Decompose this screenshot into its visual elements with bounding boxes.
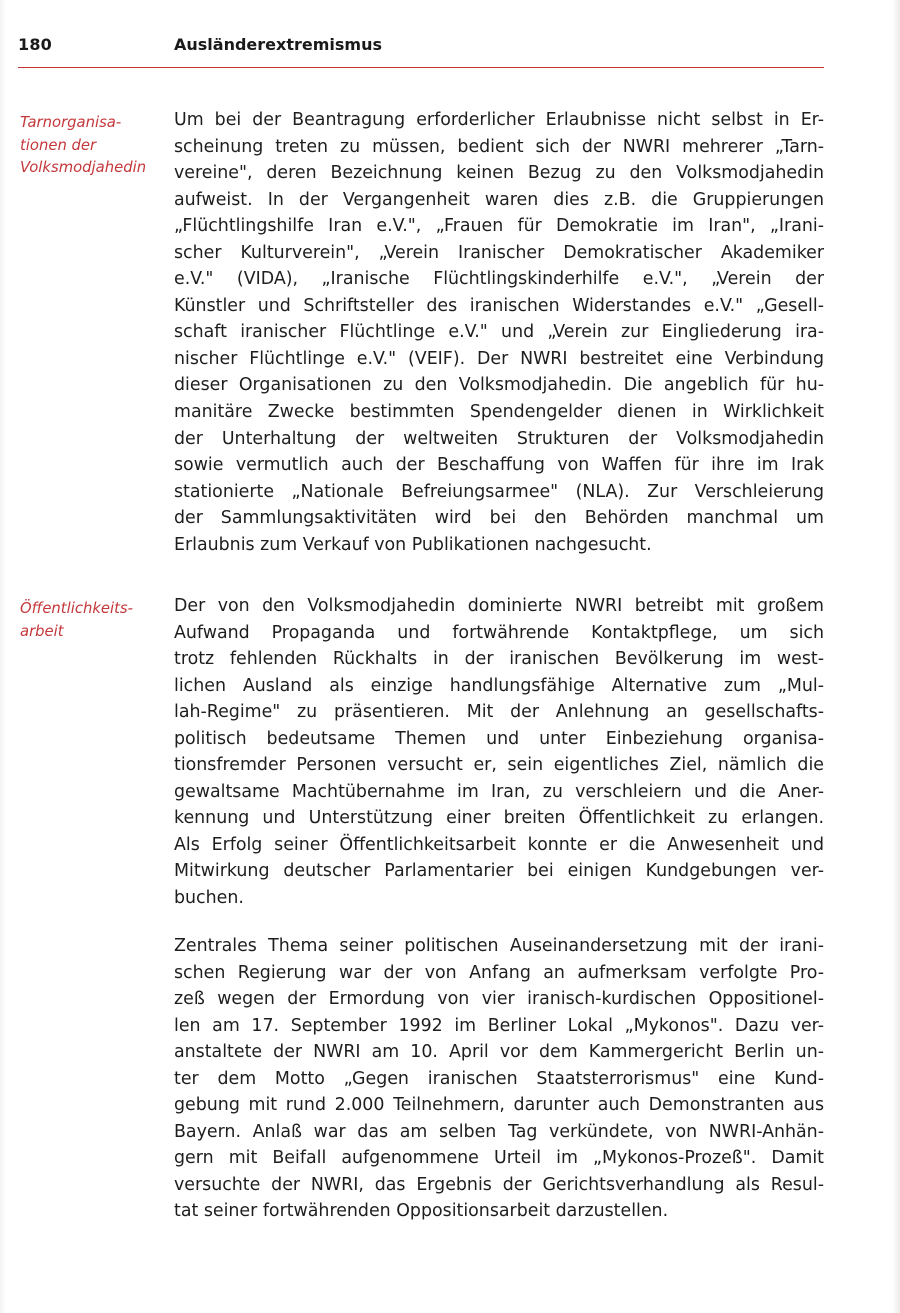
text-line: Mitwirkung deutscher Parlamentarier bei einigen Kundgebungen ver- bbox=[174, 861, 824, 882]
running-title: Ausländerextremismus bbox=[174, 35, 382, 54]
paragraph-tarnvereine bbox=[174, 107, 824, 558]
margin-note-tarnorganisationen bbox=[20, 112, 165, 180]
text-line: vereine", deren Bezeichnung keinen Bezug zu den Volksmodjahedin bbox=[174, 163, 824, 184]
text-line: Als Erfolg seiner Öffentlichkeitsarbeit konnte er die Anwesenheit und bbox=[174, 834, 824, 855]
text-line: der Unterhaltung der weltweiten Strukturen der Volksmodjahedin bbox=[174, 428, 824, 449]
margin-note-line: tionen der bbox=[20, 136, 97, 154]
text-line: politisch bedeutsame Themen und unter Einbeziehung organisa- bbox=[174, 728, 824, 749]
text-line: gern mit Beifall aufgenommene Urteil im „Mykonos-Prozeß". Damit bbox=[174, 1148, 824, 1169]
text-line: versuchte der NWRI, das Ergebnis der Gerichtsverhandlung als Resul- bbox=[174, 1174, 824, 1195]
text-line: ter dem Motto „Gegen iranischen Staatsterrorismus" eine Kund- bbox=[174, 1068, 824, 1089]
paragraph-oeffentlichkeitsarbeit bbox=[174, 593, 824, 912]
text-line: Um bei der Beantragung erforderlicher Erlaubnisse nicht selbst in Er- bbox=[174, 110, 824, 130]
text-line: tionsfremder Personen versucht er, sein eigentliches Ziel, nämlich die bbox=[174, 755, 824, 776]
text-line: manitäre Zwecke bestimmten Spendengelder dienen in Wirklichkeit bbox=[174, 402, 824, 423]
text-line: gewaltsame Machtübernahme im Iran, zu verschleiern und die Aner- bbox=[174, 781, 824, 802]
margin-note-line: Volksmodjahedin bbox=[20, 159, 147, 177]
text-line: Aufwand Propaganda und fortwährende Kontaktpflege, um sich bbox=[174, 622, 824, 643]
text-line: schaft iranischer Flüchtlinge e.V." und „Verein zur Eingliederung ira- bbox=[174, 322, 824, 343]
text-line: schen Regierung war der von Anfang an aufmerksam verfolgte Pro- bbox=[174, 962, 824, 983]
text-line: Erlaubnis zum Verkauf von Publikationen nachgesucht. bbox=[174, 534, 652, 555]
text-line: buchen. bbox=[174, 888, 244, 909]
margin-note-oeffentlichkeitsarbeit bbox=[20, 598, 165, 643]
paragraph-mykonos bbox=[174, 933, 824, 1225]
text-line: e.V." (VIDA), „Iranische Flüchtlingskinderhilfe e.V.", „Verein der bbox=[174, 269, 824, 290]
text-line: trotz fehlenden Rückhalts in der iranischen Bevölkerung im west- bbox=[174, 649, 824, 670]
text-line: Künstler und Schriftsteller des iranischen Widerstandes e.V." „Gesell- bbox=[174, 295, 824, 316]
text-line: aufweist. In der Vergangenheit waren dies z.B. die Gruppierungen bbox=[174, 189, 824, 210]
text-line: kennung und Unterstützung einer breiten Öffentlichkeit zu erlangen. bbox=[174, 808, 824, 829]
text-line: lah-Regime" zu präsentieren. Mit der Anlehnung an gesellschafts- bbox=[174, 702, 824, 723]
margin-note-line: Tarnorganisa- bbox=[20, 114, 122, 131]
text-line: zeß wegen der Ermordung von vier iranisch-kurdischen Oppositionel- bbox=[174, 989, 824, 1010]
margin-note-line: arbeit bbox=[20, 622, 64, 640]
text-line: anstaltete der NWRI am 10. April vor dem Kammergericht Berlin un- bbox=[174, 1042, 824, 1063]
page-number: 180 bbox=[18, 35, 52, 54]
text-line: Der von den Volksmodjahedin dominierte NWRI betreibt mit großem bbox=[174, 596, 824, 616]
text-line: „Flüchtlingshilfe Iran e.V.", „Frauen für Demokratie im Iran", „Irani- bbox=[174, 216, 824, 237]
text-line: gebung mit rund 2.000 Teilnehmern, darunter auch Demonstranten aus bbox=[174, 1095, 824, 1116]
text-line: stationierte „Nationale Befreiungsarmee" (NLA). Zur Verschleierung bbox=[174, 481, 824, 502]
text-line: Zentrales Thema seiner politischen Auseinandersetzung mit der irani- bbox=[174, 936, 824, 956]
text-line: der Sammlungsaktivitäten wird bei den Behörden manchmal um bbox=[174, 508, 824, 529]
text-line: nischer Flüchtlinge e.V." (VEIF). Der NWRI bestreitet eine Verbindung bbox=[174, 348, 824, 369]
text-line: sowie vermutlich auch der Beschaffung von Waffen für ihre im Irak bbox=[174, 455, 824, 476]
text-line: len am 17. September 1992 im Berliner Lokal „Mykonos". Dazu ver- bbox=[174, 1015, 824, 1036]
page-header bbox=[18, 35, 824, 68]
text-line: scheinung treten zu müssen, bedient sich der NWRI mehrerer „Tarn- bbox=[174, 136, 824, 157]
text-line: tat seiner fortwährenden Oppositionsarbeit darzustellen. bbox=[174, 1201, 669, 1222]
text-line: Bayern. Anlaß war das am selben Tag verkündete, von NWRI-Anhän- bbox=[174, 1121, 824, 1142]
text-line: dieser Organisationen zu den Volksmodjahedin. Die angeblich für hu- bbox=[174, 375, 824, 396]
margin-note-line: Öffentlichkeits- bbox=[20, 600, 133, 617]
text-line: lichen Ausland als einzige handlungsfähige Alternative zum „Mul- bbox=[174, 675, 824, 696]
text-line: scher Kulturverein", „Verein Iranischer Demokratischer Akademiker bbox=[174, 242, 824, 263]
